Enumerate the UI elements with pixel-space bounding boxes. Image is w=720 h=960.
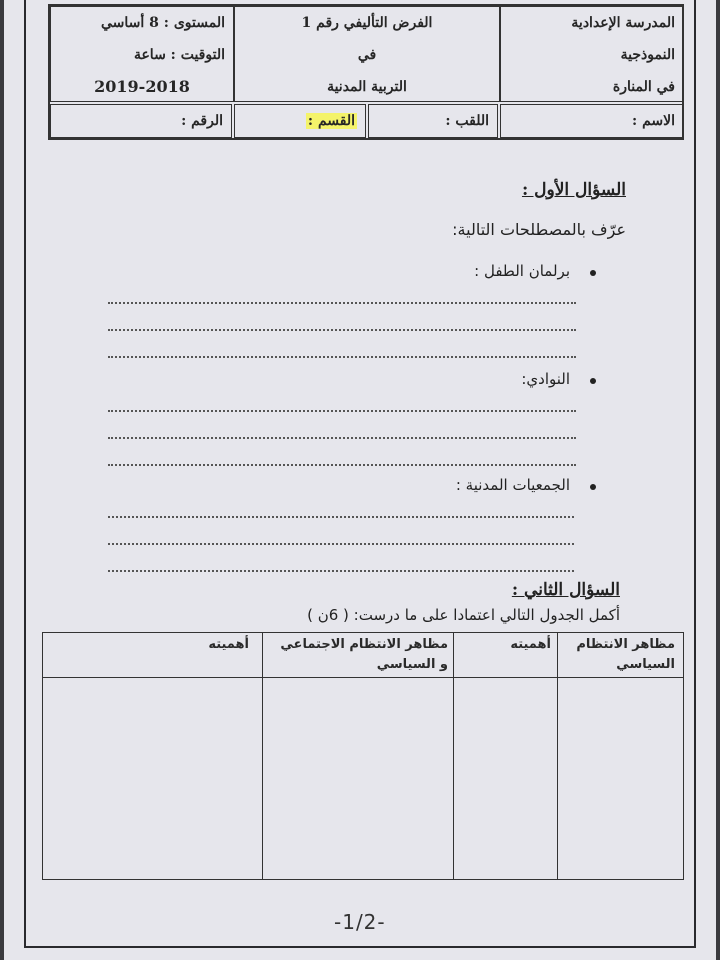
table-header: مظاهر الانتظام الاجتماعي و السياسي [280,637,448,672]
school-name-line1: المدرسة الإعدادية [571,15,675,31]
table-cell[interactable] [43,679,260,879]
answer-line[interactable] [108,329,576,331]
exam-title: الفرض التأليفي رقم 1 [301,15,433,31]
question2-instruction: أكمل الجدول التالي اعتمادا على ما درست: ( 6ن ) [307,606,620,624]
question2-title: السؤال الثاني : [511,580,620,600]
school-location: في المنارة [612,79,675,95]
timing-text: التوقيت : ساعة [133,47,225,63]
table-cell[interactable] [559,679,683,879]
class-field[interactable] [234,104,366,138]
answer-line[interactable] [108,516,574,518]
name-label: الاسم : [632,113,675,129]
question1-instruction: عرّف بالمصطلحات التالية: [452,220,626,239]
bullet-icon [590,270,596,276]
exam-in: في [357,47,377,63]
answer-table [42,632,684,880]
term-2: النوادي: [521,370,570,388]
page-number: -1/2- [334,910,386,934]
exam-subject: التربية المدنية [327,79,407,95]
table-header: أهميته [208,637,249,652]
table-header: أهميته [510,637,551,652]
school-year: 2019-2018 [94,77,190,96]
table-cell[interactable] [455,679,555,879]
answer-line[interactable] [108,437,576,439]
number-field[interactable] [50,104,232,138]
term-3: الجمعيات المدنية : [455,476,570,494]
answer-line[interactable] [108,356,576,358]
term-1: برلمان الطفل : [474,262,570,280]
level-text: المستوى : 8 أساسي [101,15,225,31]
paper-sheet [4,0,716,960]
level-cell [50,6,234,102]
bullet-icon [590,484,596,490]
answer-line[interactable] [108,570,574,572]
school-name-line2: النموذجية [620,47,675,63]
answer-line[interactable] [108,302,576,304]
answer-line[interactable] [108,543,574,545]
question1-title: السؤال الأول : [521,180,626,200]
answer-line[interactable] [108,464,576,466]
name-field[interactable] [500,104,684,138]
table-header: مظاهر الانتظام السياسي [576,637,675,672]
school-cell [500,6,684,102]
surname-label: اللقب : [445,113,489,129]
bullet-icon [590,378,596,384]
number-label: الرقم : [181,113,223,129]
class-label: القسم : [307,113,355,129]
table-cell[interactable] [264,679,451,879]
exam-title-cell [234,6,500,102]
surname-field[interactable] [368,104,498,138]
answer-line[interactable] [108,410,576,412]
